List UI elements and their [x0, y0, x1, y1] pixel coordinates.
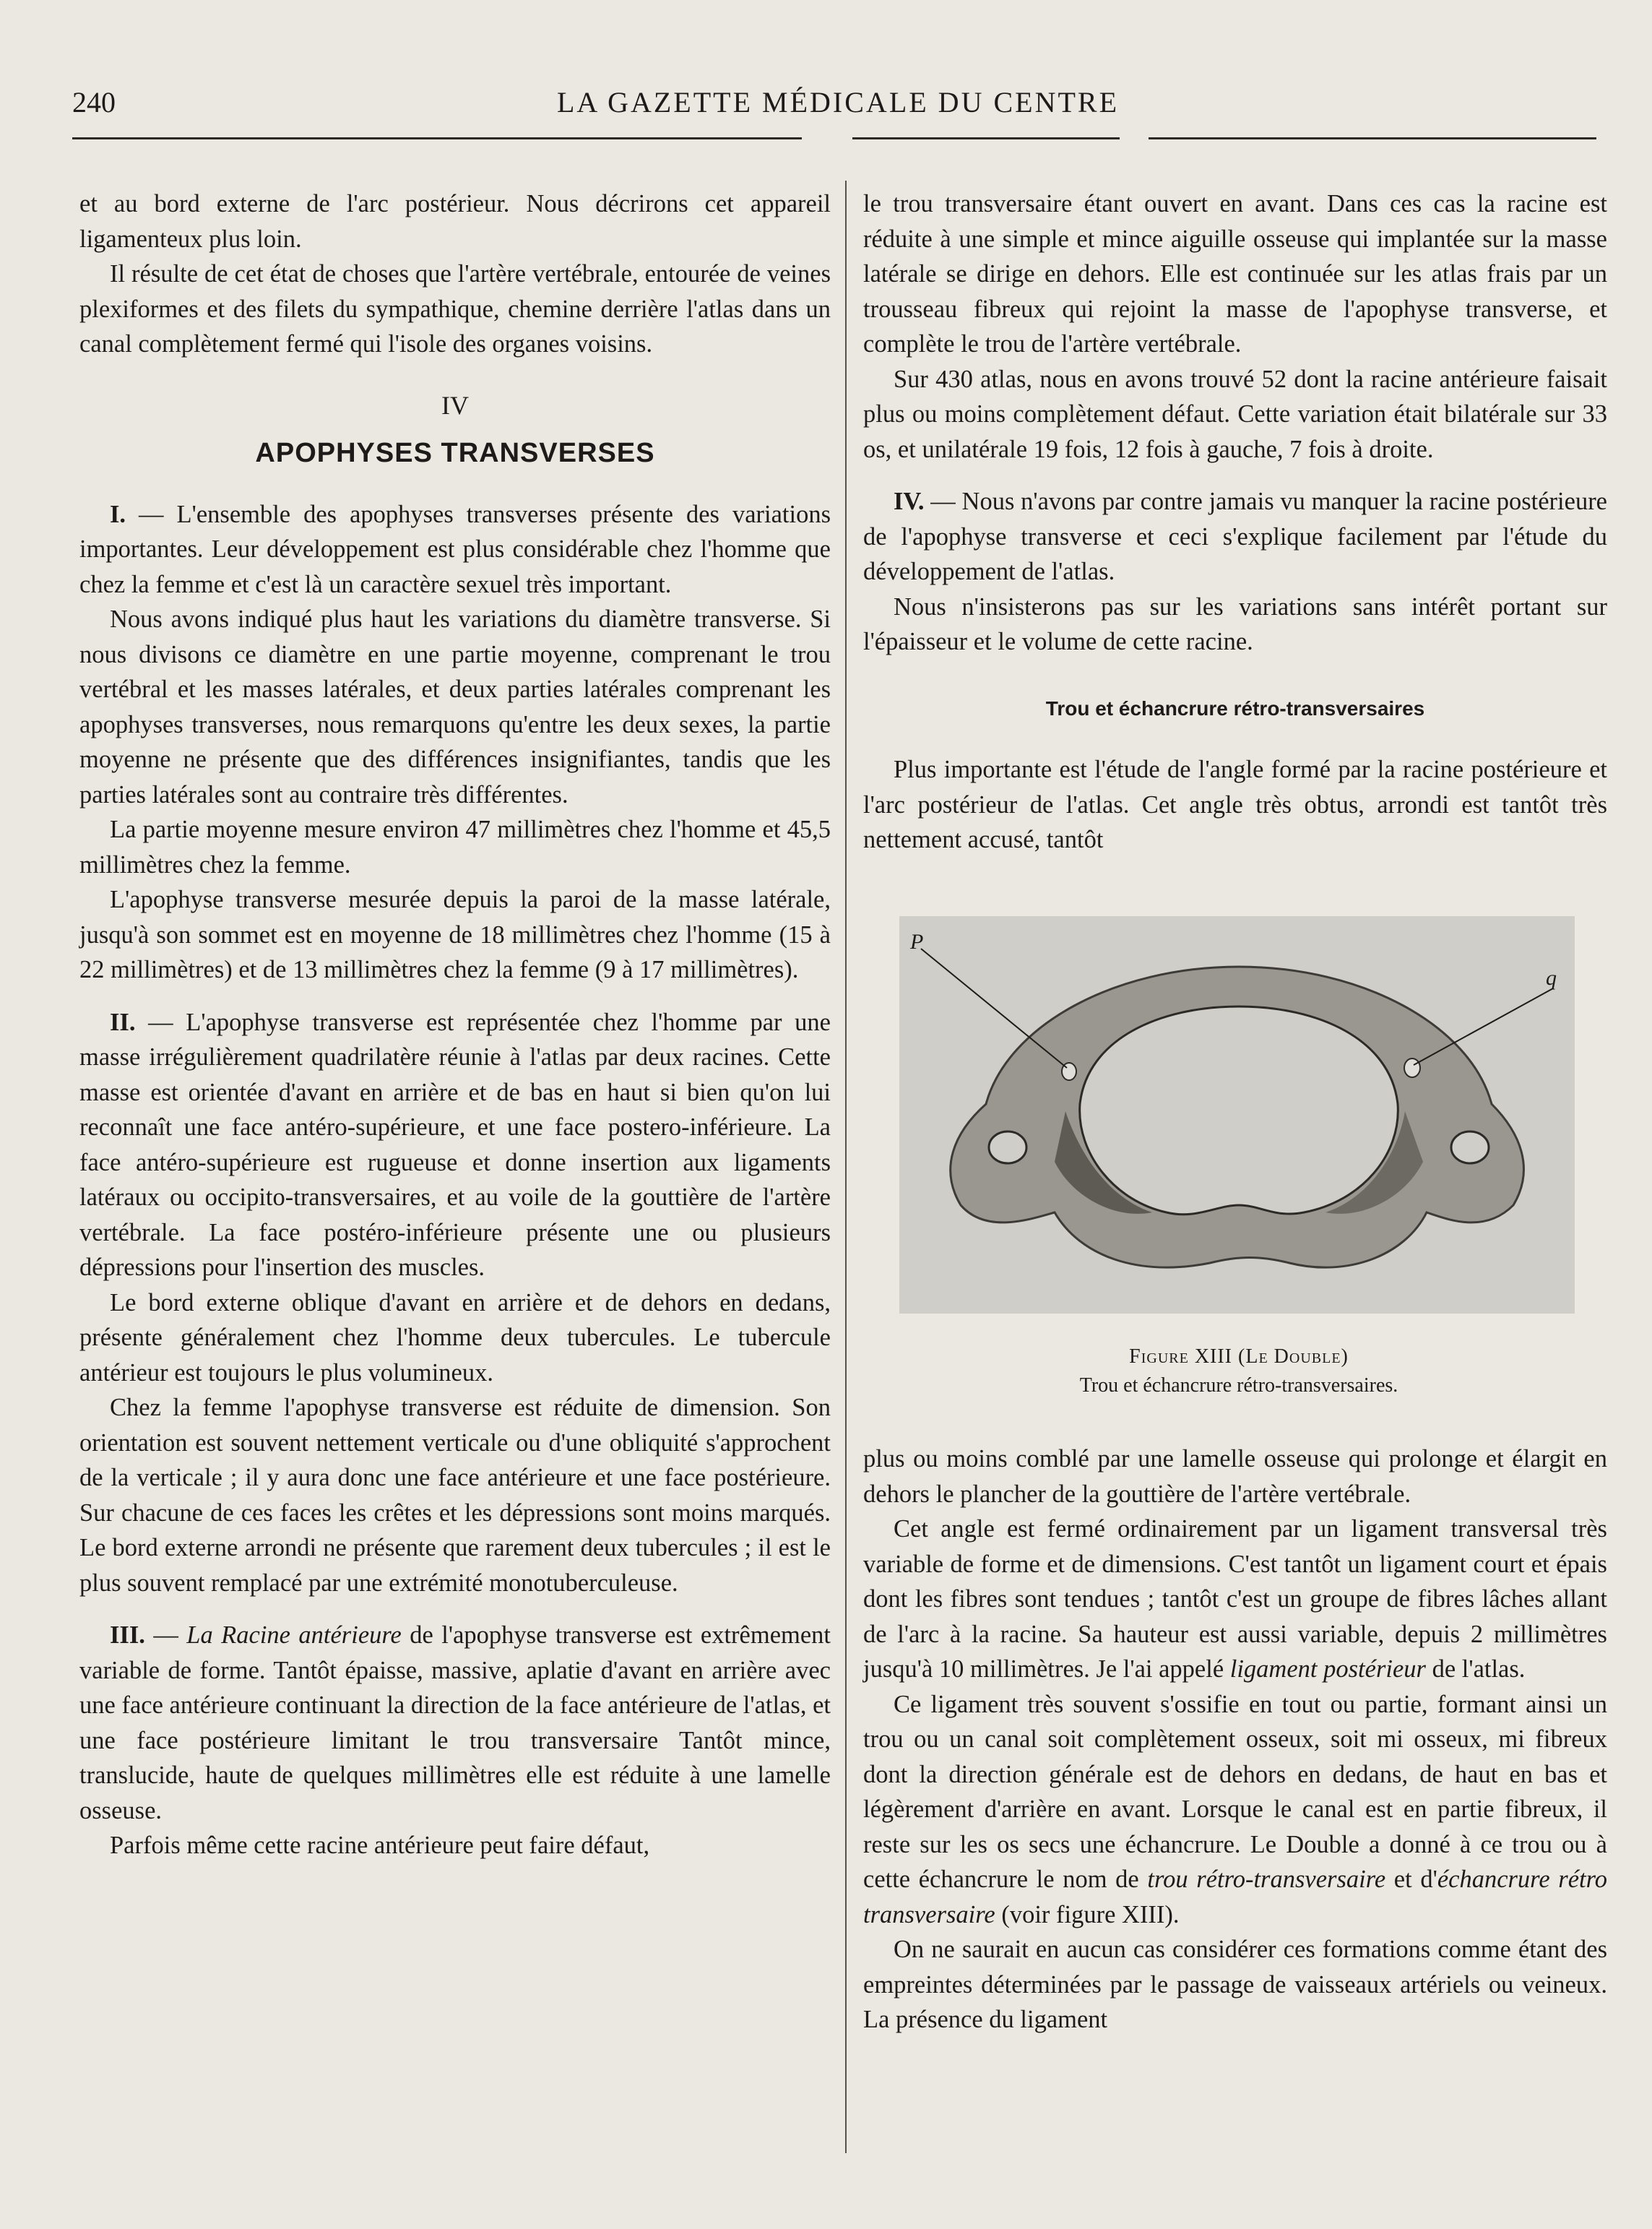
italic-term: ligament postérieur: [1229, 1655, 1426, 1683]
paragraph-text: de l'apophyse transverse est extrêmement variable de forme. Tantôt épaisse, massive, aplatie d'avant en arrière avec une face antérieure continuant la direction de la face antérieure de l'atlas, et une face postérieure limitant le trou transversaire Tantôt mince, translucide, haute de quelques millimètres elle est réduite à une lamelle osseuse.: [79, 1621, 831, 1824]
paragraph-text: — L'ensemble des apophyses transverses présente des variations importantes. Leur développement est plus considérable chez l'homme que chez la femme et c'est là un caractère sexuel très important.: [79, 500, 831, 598]
page-number: 240: [72, 86, 116, 118]
paragraph: Nous n'insisterons pas sur les variations sans intérêt portant sur l'épaisseur et le volume de cette racine.: [863, 592, 1607, 655]
paragraph-text: (voir figure XIII).: [995, 1900, 1180, 1928]
figure-caption-title: Figure XIII (Le Double): [1129, 1345, 1349, 1368]
paragraph: le trou transversaire étant ouvert en avant. Dans ces cas la racine est réduite à une simple et mince aiguille osseuse qui implantée sur la masse latérale se dirige en dehors. Elle est continuée sur les atlas frais par un trousseau fibreux qui rejoint la masse de l'apophyse transverse, et complète le trou de l'artère vertébrale.: [863, 190, 1607, 358]
page-header: [72, 85, 1604, 129]
header-rule-right: [1149, 137, 1596, 139]
paragraph: plus ou moins comblé par une lamelle osseuse qui prolonge et élargit en dehors le plancher de la gouttière de l'artère vertébrale.: [863, 1445, 1607, 1508]
paragraph-section-4: [863, 484, 1607, 590]
paragraph: L'apophyse transverse mesurée depuis la paroi de la masse latérale, jusqu'à son sommet est en moyenne de 18 millimètres chez l'homme (15 à 22 millimètres) et de 13 millimètres chez la femme (9 à 17 millimètres).: [79, 886, 831, 983]
paragraph: On ne saurait en aucun cas considérer ces formations comme étant des empreintes déterminées par le passage de vaisseaux artériels ou veineux. La présence du ligament: [863, 1936, 1607, 2033]
italic-term: La Racine antérieure: [186, 1621, 402, 1649]
figure-atlas-vertebra: [899, 916, 1575, 1314]
figure-caption: [867, 1342, 1611, 1400]
paragraph-text: — L'apophyse transverse est représentée chez l'homme par une masse irrégulièrement quadrilatère réunie à l'atlas par deux racines. Cette masse est orientée d'avant en arrière et de bas en haut si bien qu'on lui reconnaît une face antéro-supérieure, et une face postero-inférieure. La face antéro-supérieure est rugueuse et donne insertion aux ligaments latéraux ou occipito-transversaires, et au voile de la gouttière de l'artère vertébrale. La face postéro-inférieure présente une ou plusieurs dépressions pour l'insertion des muscles.: [79, 1008, 831, 1281]
paragraph: Chez la femme l'apophyse transverse est réduite de dimension. Son orientation est souvent nettement verticale ou d'une obliquité s'approchent de la verticale ; il y aura donc une face antérieure et une face postérieure. Sur chacune de ces faces les crêtes et les dépressions sont moins marqués. Le bord externe arrondi ne présente que rarement deux tubercules ; il est le plus souvent remplacé par une extrémité monotuberculeuse.: [79, 1394, 831, 1597]
section-title: APOPHYSES TRANSVERSES: [255, 438, 655, 468]
paragraph-text: — Nous n'avons par contre jamais vu manquer la racine postérieure de l'apophyse transverse et ceci s'explique facilement par l'étude du développement de l'atlas.: [863, 488, 1607, 585]
header-rule-middle: [852, 137, 1120, 139]
paragraph: Sur 430 atlas, nous en avons trouvé 52 dont la racine antérieure faisait plus ou moins complètement défaut. Cette variation était bilatérale sur 33 os, et unilatérale 19 fois, 12 fois à gauche, 7 fois à droite.: [863, 365, 1607, 463]
paragraph-section-1: [79, 497, 831, 603]
section-number: I.: [110, 500, 126, 528]
paragraph-text: Ce ligament très souvent s'ossifie en tout ou partie, formant ainsi un trou ou un canal soit complètement osseux, soit mi osseux, mi fibreux dont la direction générale est de dehors en dedans, de haut en bas et légèrement d'arrière en avant. Lorsque le canal est en partie fibreux, il reste sur les os secs une échancrure. Le Double a donné à ce trou ou à cette échancrure le nom de: [863, 1690, 1607, 1893]
right-column-bottom: [863, 1441, 1607, 2038]
paragraph: [863, 1687, 1607, 1933]
paragraph: Plus importante est l'étude de l'angle formé par la racine postérieure et l'arc postérieur de l'atlas. Cet angle très obtus, arrondi est tantôt très nettement accusé, tantôt: [863, 756, 1607, 853]
section-number: III.: [110, 1621, 145, 1649]
atlas-illustration: [899, 916, 1575, 1314]
italic-term: échancrure rétro transversaire: [863, 1866, 1607, 1928]
paragraph: [863, 1512, 1607, 1687]
paragraph: Nous avons indiqué plus haut les variations du diamètre transverse. Si nous divisons ce diamètre en une partie moyenne, comprenant le trou vertébral et les masses latérales, et deux parties latérales comprenant les apophyses transverses, nous remarquons qu'entre les deux sexes, la partie moyenne ne présente que des différences insignifiantes, tandis que les parties latérales sont au contraire très différentes.: [79, 605, 831, 809]
section-numeral: IV: [441, 390, 469, 420]
header-rule-left: [72, 137, 802, 139]
paragraph: et au bord externe de l'arc postérieur. Nous décrirons cet appareil ligamenteux plus loin.: [79, 190, 831, 253]
section-number: II.: [110, 1008, 136, 1036]
running-title: LA GAZETTE MÉDICALE DU CENTRE: [556, 86, 1119, 118]
right-column-top: [863, 186, 1607, 858]
figure-label-q: q: [1546, 966, 1557, 990]
paragraph-section-3: III. — La Racine antérieure de l'apophyse transverse est extrêmement variable de forme. Tantôt épaisse, massive, aplatie d'avant en arrière avec une face antérieure continuant la direction de la face antérieure de l'atlas, et une face postérieure limitant le trou transversaire Tantôt mince, translucide, haute de quelques millimètres elle est réduite à une lamelle osseuse.: [79, 1621, 831, 1824]
paragraph-text: et d': [1385, 1866, 1437, 1893]
paragraph-section-2: [79, 1005, 831, 1285]
section-number: IV.: [894, 488, 925, 515]
figure-label-p: P: [910, 930, 924, 954]
paragraph-text: de l'atlas.: [1425, 1655, 1526, 1683]
paragraph: Le bord externe oblique d'avant en arrière et de dehors en dedans, présente généralement chez l'homme deux tubercules. Le tubercule antérieur est toujours le plus volumineux.: [79, 1288, 831, 1387]
figure-caption-text: Trou et échancrure rétro-transversaires.: [1079, 1374, 1398, 1397]
left-column: [79, 186, 831, 1863]
italic-term: trou rétro-transversaire: [1147, 1866, 1386, 1893]
paragraph: Parfois même cette racine antérieure peut faire défaut,: [110, 1832, 650, 1859]
paragraph: Il résulte de cet état de choses que l'artère vertébrale, entourée de veines plexiformes et des filets du sympathique, chemine derrière l'atlas dans un canal complètement fermé qui l'isole des organes voisins.: [79, 260, 831, 358]
subheading: Trou et échancrure rétro-transversaires: [1045, 697, 1425, 720]
paragraph-text: Cet angle est fermé ordinairement par un ligament transversal très variable de forme et de dimensions. C'est tantôt un ligament court et épais dont les fibres sont tendues ; tantôt c'est un groupe de fibres lâches allant de l'arc à la racine. Sa hauteur est aussi variable, depuis 2 millimètres jusqu'à 10 millimètres. Je l'ai appelé: [863, 1515, 1607, 1683]
column-divider: [845, 181, 847, 2153]
paragraph: La partie moyenne mesure environ 47 millimètres chez l'homme et 45,5 millimètres chez la femme.: [79, 816, 831, 879]
